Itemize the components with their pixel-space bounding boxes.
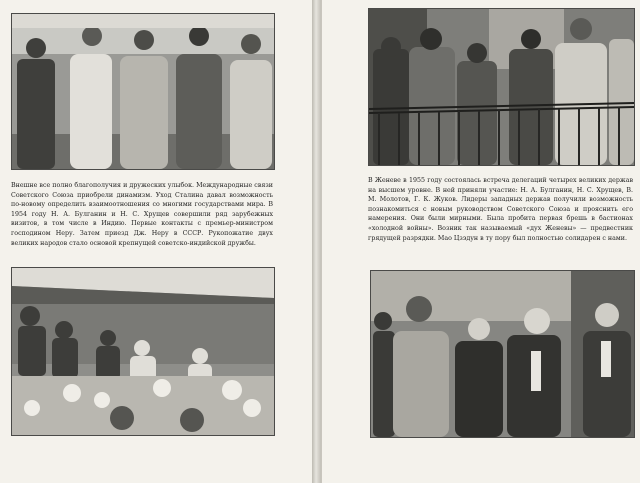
left-caption: Внешне все полно благополучия и дружеских улыбок. Международные связи Советского Союза приобрели динамизм. Уход Сталина давал возможность по-новому определить взаимоотношения со многими государствами мира. В 1954 году Н. А. Булганин и Н. С. Хрущев совершили ряд зарубежных визитов, в том числе в Индию. Первые контакты с премьер-министром господином Неру. Затем приезд Дж. Неру в СССР. Рукопожатие двух великих народов стало основой крепнущей советско-индийской дружбы. [11,182,273,247]
right-page [321,0,640,483]
left-page [0,0,313,483]
photo-delegation-india [11,13,275,170]
photo-geneva-delegation [368,8,635,166]
right-caption: В Женеве в 1955 году состоялась встреча делегаций четырех великих держав на высшем уровне. В ней приняли участие: Н. А. Булганин, Н. С. Хрущев, В. М. Молотов, Г. К. Жуков. Лидеры западных держав получили возможность познакомиться с новым руководством Советского Союза и прояснить его намерения. Они были мирными. Была пробита первая брешь в бастионах «холодной войны». Возник так называемый «дух Женевы» — предвестник грядущей разрядки. Мао Цзэдун в ту пору был полностью солидарен с нами. [368,177,633,242]
photo-welcome-crowd [11,267,275,436]
photo-mao-meeting [370,270,635,438]
book-gutter [312,0,321,483]
